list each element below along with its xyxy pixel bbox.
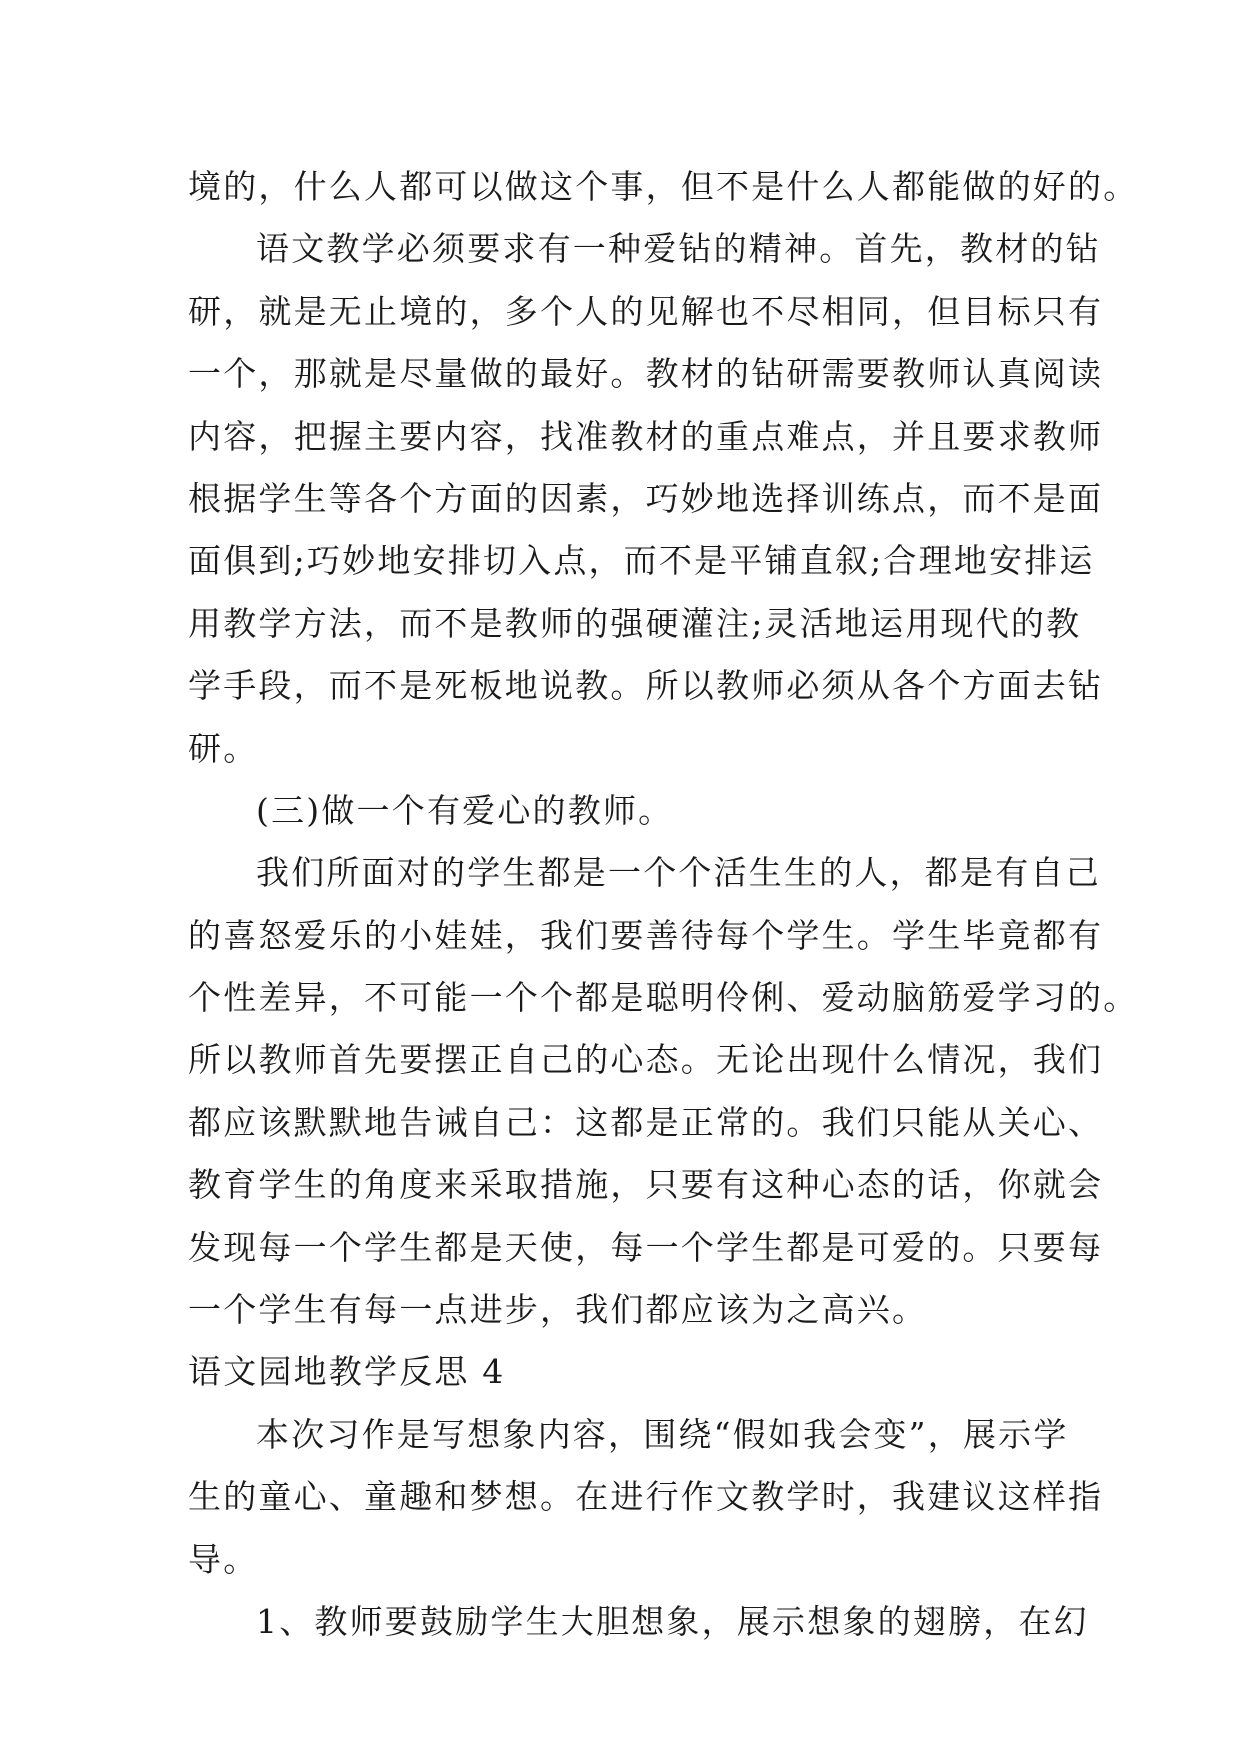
text-line: 语文教学必须要求有一种爱钻的精神。首先，教材的钻 <box>256 229 1101 269</box>
text-line: 用教学方法，而不是教师的强硬灌注;灵活地运用现代的教 <box>188 603 1082 643</box>
text-line: 个性差异，不可能一个个都是聪明伶俐、爱动脑筋爱学习的。 <box>188 978 1139 1018</box>
text-line: 一个学生有每一点进步，我们都应该为之高兴。 <box>188 1290 928 1330</box>
text-line: 所以教师首先要摆正自己的心态。无论出现什么情况，我们 <box>188 1040 1104 1080</box>
text-line: 本次习作是写想象内容，围绕“假如我会变”，展示学 <box>256 1414 1069 1454</box>
text-line: 语文园地教学反思 4 <box>188 1352 506 1392</box>
text-line: 学手段，而不是死板地说教。所以教师必须从各个方面去钻 <box>188 666 1104 706</box>
document-body <box>188 156 1139 1653</box>
text-line: 研。 <box>188 728 259 768</box>
text-line: 都应该默默地告诫自己：这都是正常的。我们只能从关心、 <box>188 1102 1104 1142</box>
text-line: 一个，那就是尽量做的最好。教材的钻研需要教师认真阅读 <box>188 354 1104 394</box>
text-line: 1、教师要鼓励学生大胆想象，展示想象的翅膀，在幻 <box>256 1601 1089 1641</box>
text-line: 发现每一个学生都是天使，每一个学生都是可爱的。只要每 <box>188 1227 1104 1267</box>
text-line: 面俱到;巧妙地安排切入点，而不是平铺直叙;合理地安排运 <box>188 541 1095 581</box>
text-line: 内容，把握主要内容，找准教材的重点难点，并且要求教师 <box>188 416 1104 456</box>
text-line: 境的，什么人都可以做这个事，但不是什么人都能做的好的。 <box>188 167 1139 206</box>
text-line: 根据学生等各个方面的因素，巧妙地选择训练点，而不是面 <box>188 478 1104 518</box>
text-line: (三)做一个有爱心的教师。 <box>256 790 674 830</box>
text-line: 生的童心、童趣和梦想。在进行作文教学时，我建议这样指 <box>188 1477 1104 1517</box>
text-line: 的喜怒爱乐的小娃娃，我们要善待每个学生。学生毕竟都有 <box>188 915 1104 955</box>
text-line: 我们所面对的学生都是一个个活生生的人，都是有自己 <box>256 853 1101 893</box>
text-line: 教育学生的角度来采取措施，只要有这种心态的话，你就会 <box>188 1165 1104 1205</box>
text-line: 研，就是无止境的，多个人的见解也不尽相同，但目标只有 <box>188 291 1104 331</box>
text-line: 导。 <box>188 1539 259 1579</box>
